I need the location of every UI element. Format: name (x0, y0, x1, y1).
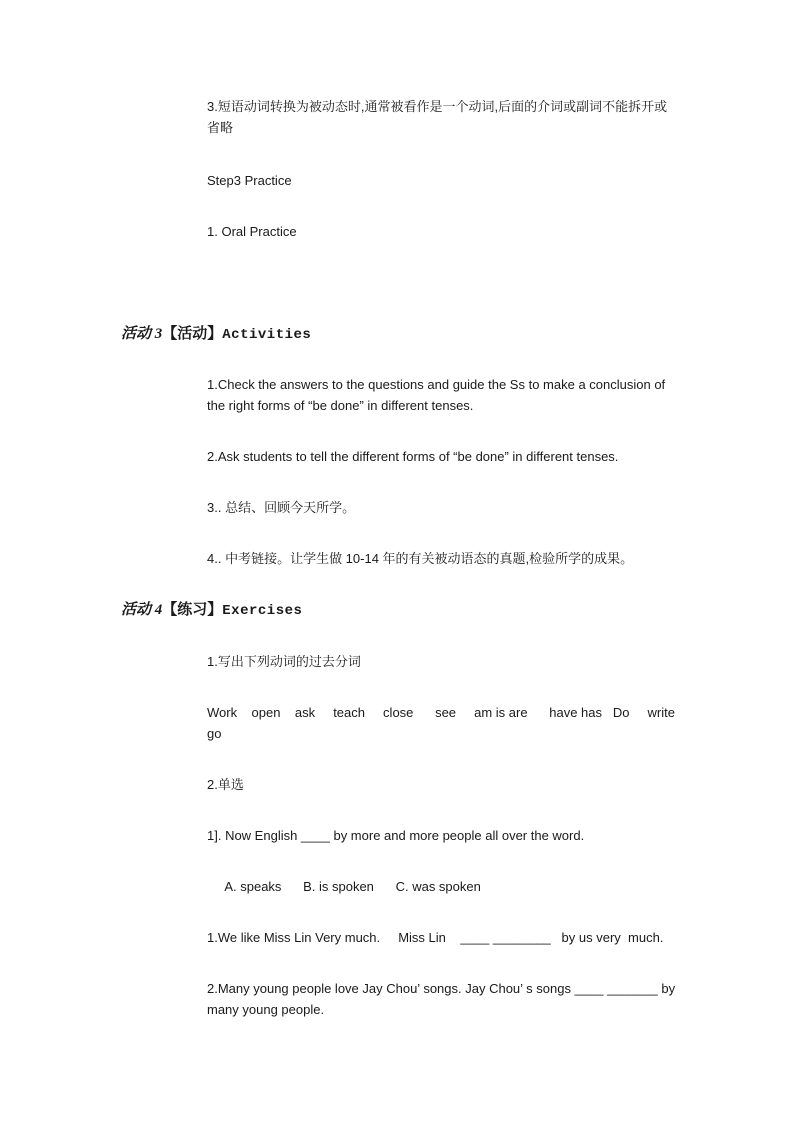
activity3-heading (121, 324, 311, 345)
oral-practice: 1. Oral Practice (207, 224, 297, 239)
activity3-heading-number: 活动 3 (121, 326, 163, 342)
step3-heading: Step3 Practice (207, 173, 292, 188)
task-past-participle: 1.写出下列动词的过去分词 (207, 654, 361, 669)
activity3-item-1: 1.Check the answers to the questions and guide the Ss to make a conclusion of the right forms of “be done” in different tenses. (207, 377, 666, 413)
question-1-options: A. speaks B. is spoken C. was spoken (207, 879, 481, 894)
activity3-item-3: 3.. 总结、回顾今天所学。 (207, 500, 356, 515)
activity3-item-4: 4.. 中考链接。让学生做 10-14 年的有关被动语态的真题,检验所学的成果。 (207, 551, 634, 566)
activity3-heading-bracket: 【活动】 (162, 326, 223, 342)
task-multiple-choice: 2.单选 (207, 777, 244, 792)
verbs-list-line2: go (207, 726, 222, 741)
activity4-heading-bracket: 【练习】 (162, 602, 223, 618)
question-2: 1.We like Miss Lin Very much. Miss Lin ____ ________ by us very much. (207, 930, 664, 945)
verbs-list-line1: Work open ask teach close see am is are have has Do write (207, 705, 675, 720)
activity3-heading-en: Activities (222, 327, 312, 343)
question-1: 1]. Now English ____ by more and more people all over the word. (207, 828, 585, 843)
question-3: 2.Many young people love Jay Chou’ songs. Jay Chou’ s songs ____ _______ by many young people. (207, 981, 676, 1017)
activity3-item-2: 2.Ask students to tell the different forms of “be done” in different tenses. (207, 449, 619, 464)
activity4-heading (121, 600, 302, 621)
activity4-heading-number: 活动 4 (121, 602, 163, 618)
note-phrasal-verbs: 3.短语动词转换为被动态时,通常被看作是一个动词,后面的介词或副词不能拆开或省略 (207, 99, 668, 135)
activity4-heading-en: Exercises (222, 603, 303, 619)
